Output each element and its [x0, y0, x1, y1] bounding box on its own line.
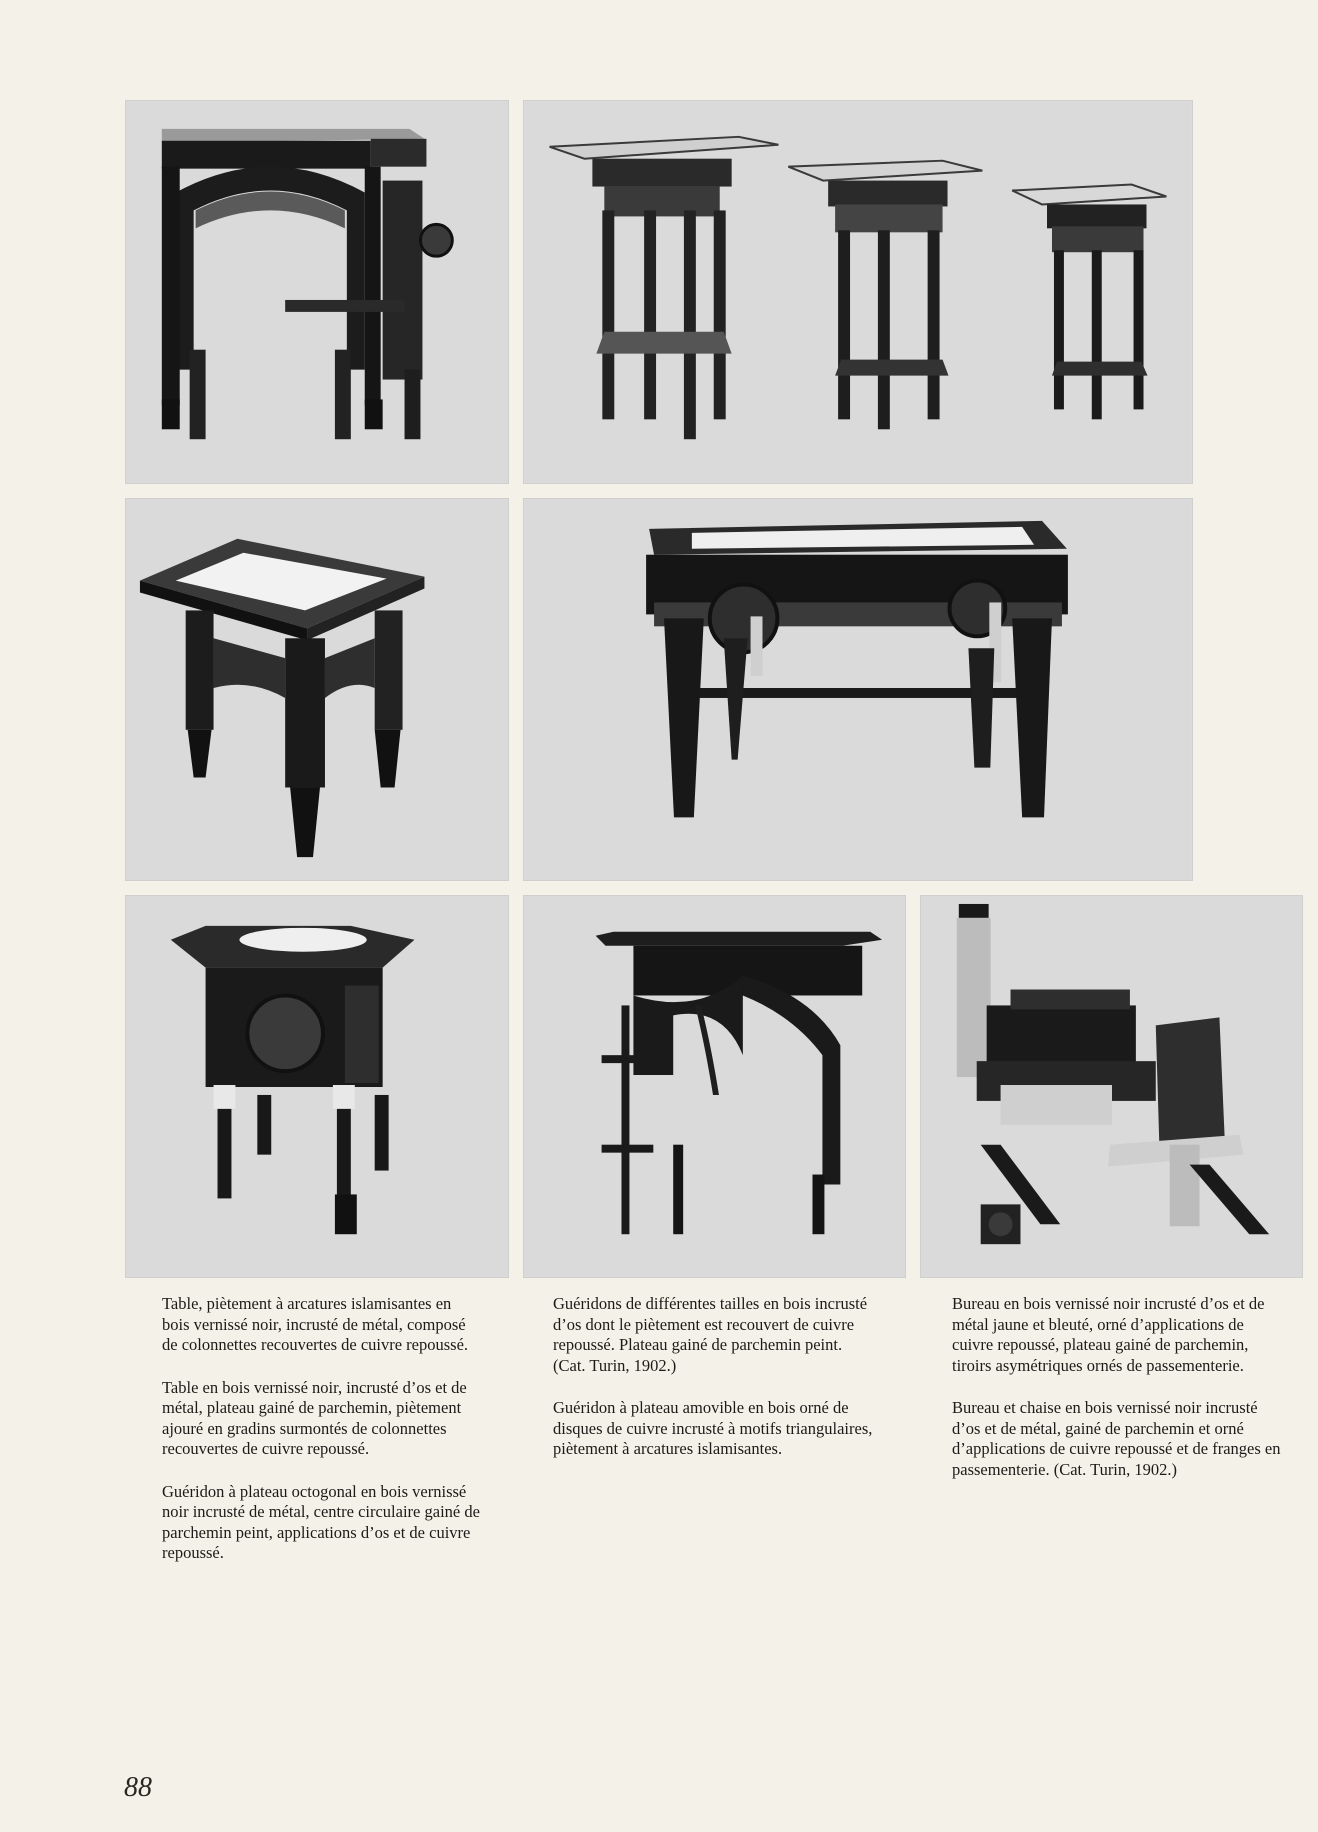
photo-desk-and-chair	[920, 895, 1303, 1278]
arcade-table-image	[126, 101, 508, 483]
removable-gueridon-image	[524, 896, 905, 1277]
caption-desk-and-chair: Bureau et chaise en bois vernissé noir incrusté d’os et de métal, gainé de parchemin et orné d’applications de cuivre repoussé et de franges en passementerie. (Cat. Turin, 1902.)	[952, 1398, 1281, 1479]
photo-square-table	[125, 498, 509, 881]
photo-removable-gueridon	[523, 895, 906, 1278]
caption-desk: Bureau en bois vernissé noir incrusté d’os et de métal jaune et bleuté, orné d’applications de cuivre repoussé, plateau gainé de parchemin, tiroirs asymétriques ornés de passementerie.	[952, 1294, 1265, 1375]
caption-nesting-gueridons: Guéridons de différentes tailles en bois incrusté d’os dont le piètement est recouvert de cuivre repoussé. Plateau gainé de parchemin peint. (Cat. Turin, 1902.)	[553, 1294, 868, 1375]
desk-and-chair-image	[921, 896, 1302, 1277]
caption-column-1	[162, 1294, 482, 1586]
nesting-gueridons-image	[524, 101, 1192, 483]
caption-square-table: Table en bois vernissé noir, incrusté d’os et de métal, plateau gainé de parchemin, piètement ajouré en gradins surmontés de colonnettes recouvertes de cuivre repoussé.	[162, 1377, 467, 1458]
octagonal-gueridon-image	[126, 896, 508, 1277]
photo-arcade-table	[125, 100, 509, 484]
caption-column-2	[553, 1294, 878, 1482]
photo-desk-tassels	[523, 498, 1193, 881]
photo-octagonal-gueridon	[125, 895, 509, 1278]
square-table-image	[126, 499, 508, 880]
caption-removable-gueridon: Guéridon à plateau amovible en bois orné de disques de cuivre incrusté à motifs triangulaires, piètement à arcatures islamisantes.	[553, 1398, 873, 1458]
caption-column-3	[952, 1294, 1282, 1502]
caption-arcade-table: Table, piètement à arcatures islamisantes en bois vernissé noir, incrusté de métal, composé de colonnettes recouvertes de cuivre repoussé.	[162, 1294, 469, 1354]
desk-tassels-image	[524, 499, 1192, 880]
photo-nesting-gueridons	[523, 100, 1193, 484]
caption-octagonal-gueridon: Guéridon à plateau octogonal en bois vernissé noir incrusté de métal, centre circulaire gainé de parchemin peint, applications d’os et de cuivre repoussé.	[162, 1481, 480, 1562]
page-number: 88	[124, 1772, 152, 1803]
